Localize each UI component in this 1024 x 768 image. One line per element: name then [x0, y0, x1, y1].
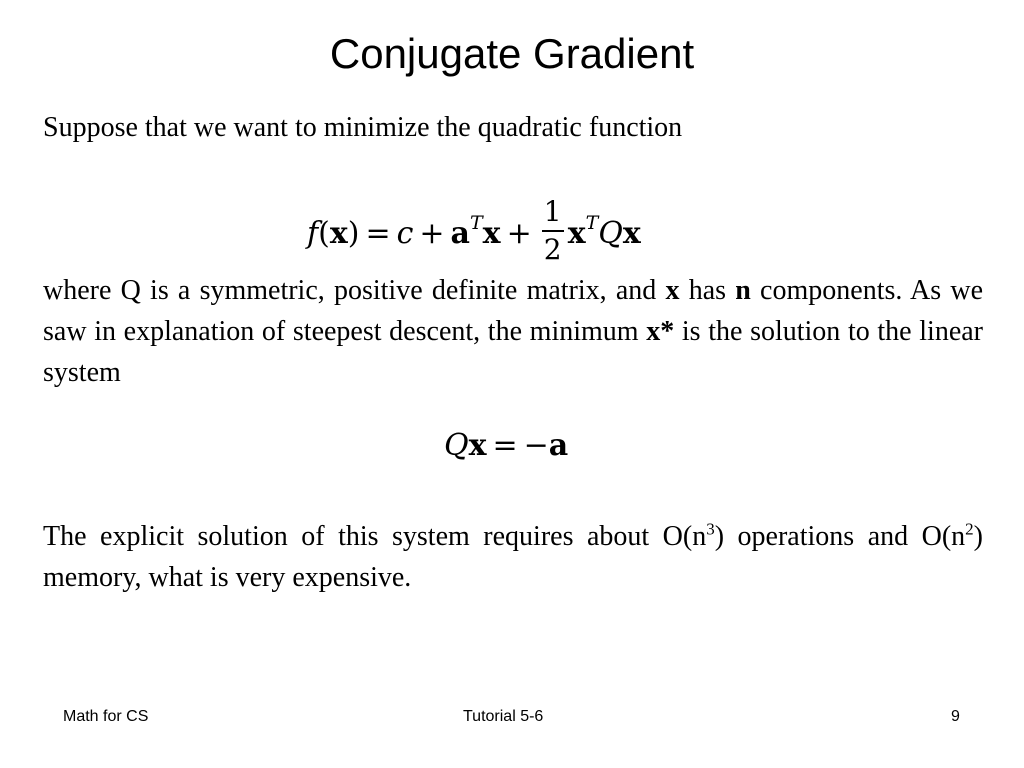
footer-course-name: Math for CS	[63, 708, 149, 725]
slide-title: Conjugate Gradient	[329, 30, 695, 77]
footer-tutorial-label: Tutorial 5-6	[463, 708, 544, 725]
intro-paragraph: Suppose that we want to minimize the quadratic function	[43, 112, 683, 143]
description-paragraph: where Q is a symmetric, positive definite matrix, and x has n components. As we saw in explanation of steepest descent, the minimum x* is the solution to the linear system	[43, 275, 984, 388]
linear-system-equation: Qx = −a	[444, 428, 569, 463]
footer-page-number: 9	[951, 708, 960, 725]
complexity-paragraph: The explicit solution of this system requires about $O(n^3)$ operations and $O(n^2)$ memory, what is very expensive.	[43, 519, 983, 593]
